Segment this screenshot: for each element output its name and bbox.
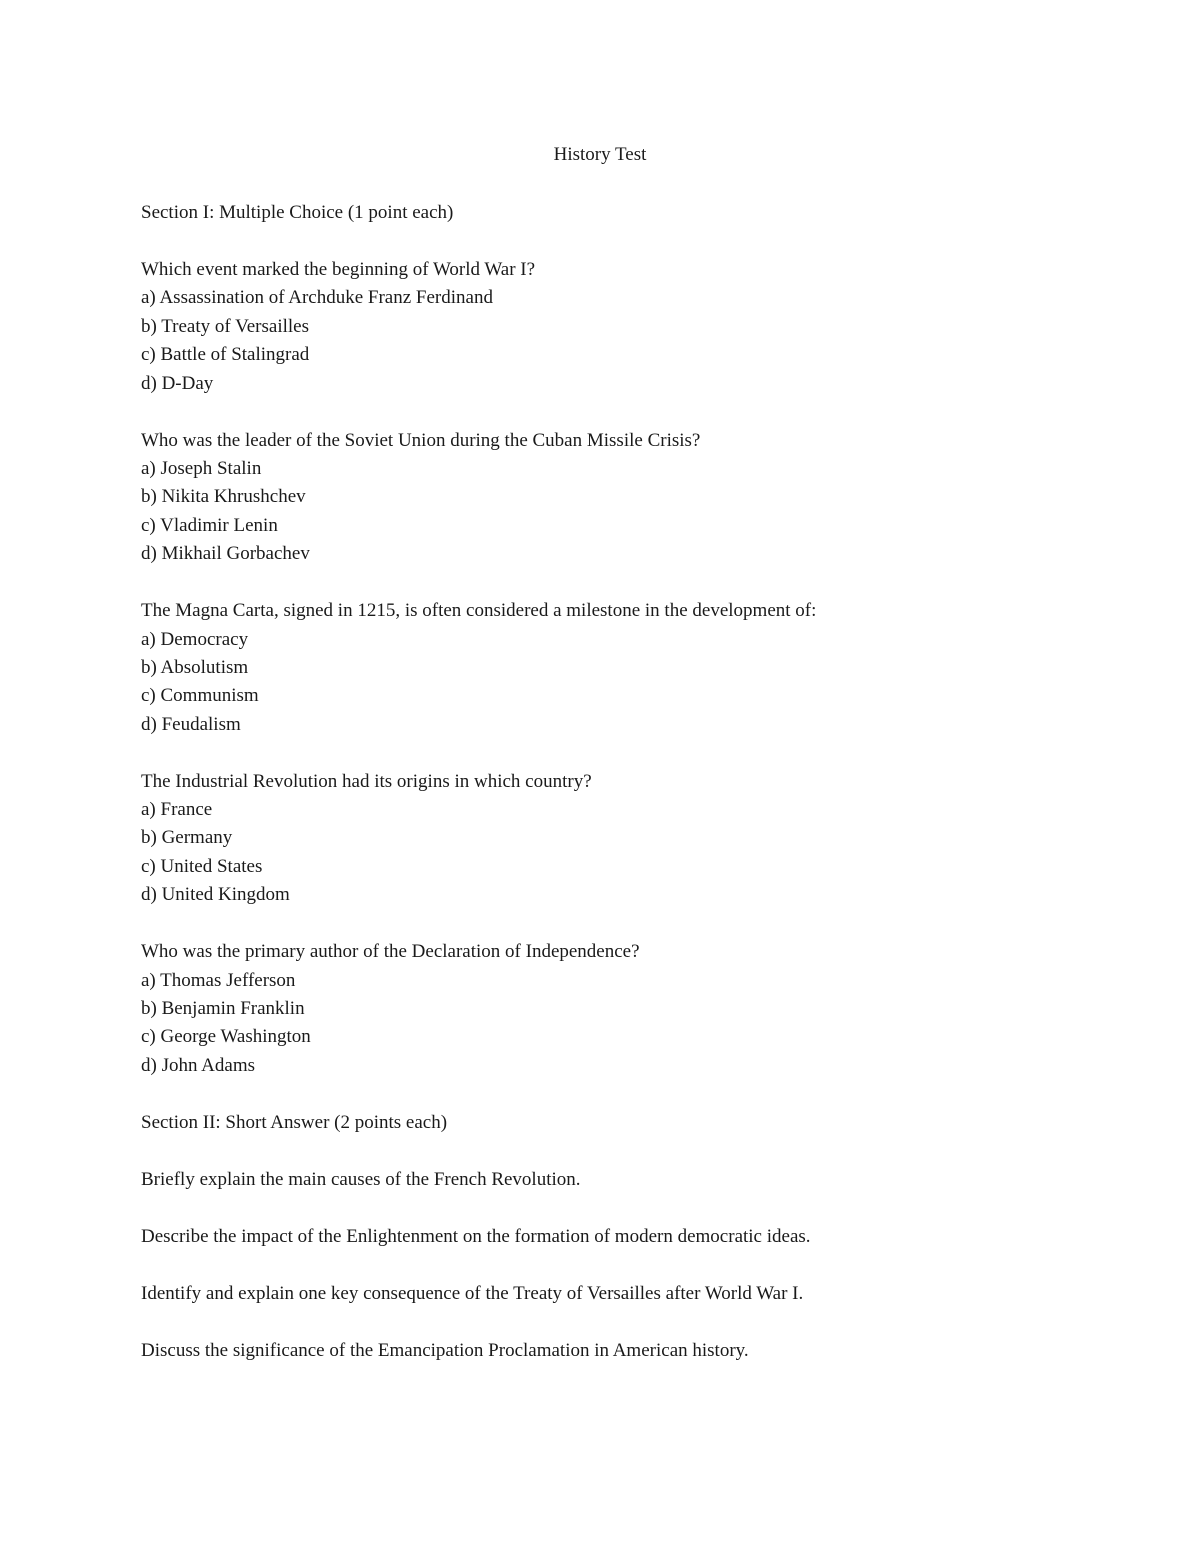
spacer (141, 1194, 1101, 1223)
document-title: History Test (553, 144, 647, 165)
answer-option-c: c) United States (141, 855, 263, 877)
answer-option-a: a) Democracy (141, 628, 249, 650)
spacer (141, 909, 1101, 938)
spacer (141, 1080, 1101, 1109)
document-body (141, 199, 1101, 1366)
short-answer-question-4: Discuss the significance of the Emancipation Proclamation in American history. (141, 1340, 749, 1362)
mc-question-1 (141, 256, 1101, 398)
mc-question-3 (141, 597, 1101, 739)
question-text: Who was the leader of the Soviet Union during the Cuban Missile Crisis? (141, 429, 701, 451)
answer-option-d: d) John Adams (141, 1054, 255, 1076)
spacer (141, 1308, 1101, 1337)
question-text: Who was the primary author of the Declaration of Independence? (141, 941, 640, 963)
mc-question-2 (141, 427, 1101, 569)
question-text: Which event marked the beginning of World War I? (141, 259, 536, 281)
spacer (141, 1251, 1101, 1280)
answer-option-a: a) Assassination of Archduke Franz Ferdinand (141, 287, 493, 309)
answer-option-d: d) D-Day (141, 372, 214, 394)
short-answer-question-3: Identify and explain one key consequence of the Treaty of Versailles after World War I. (141, 1283, 804, 1305)
spacer (141, 1137, 1101, 1166)
answer-option-c: c) George Washington (141, 1026, 311, 1048)
section-1-heading: Section I: Multiple Choice (1 point each) (141, 202, 454, 223)
answer-option-d: d) Mikhail Gorbachev (141, 543, 310, 565)
mc-question-4 (141, 768, 1101, 910)
answer-option-d: d) United Kingdom (141, 884, 290, 906)
answer-option-b: b) Benjamin Franklin (141, 997, 305, 1019)
spacer (141, 398, 1101, 427)
answer-option-c: c) Communism (141, 685, 259, 707)
answer-option-b: b) Absolutism (141, 656, 249, 678)
answer-option-a: a) France (141, 799, 213, 821)
spacer (141, 568, 1101, 597)
answer-option-b: b) Nikita Khrushchev (141, 486, 306, 508)
answer-option-b: b) Treaty of Versailles (141, 315, 309, 337)
answer-option-b: b) Germany (141, 827, 233, 849)
answer-option-c: c) Vladimir Lenin (141, 514, 278, 536)
answer-option-c: c) Battle of Stalingrad (141, 344, 310, 366)
spacer (141, 227, 1101, 256)
short-answer-question-1: Briefly explain the main causes of the French Revolution. (141, 1168, 581, 1190)
answer-option-a: a) Joseph Stalin (141, 458, 262, 479)
question-text: The Industrial Revolution had its origins in which country? (141, 770, 592, 792)
answer-option-a: a) Thomas Jefferson (141, 969, 296, 991)
short-answer-question-2: Describe the impact of the Enlightenment on the formation of modern democratic ideas. (141, 1226, 811, 1247)
mc-question-5 (141, 938, 1101, 1080)
spacer (141, 739, 1101, 768)
section-2-heading: Section II: Short Answer (2 points each) (141, 1111, 448, 1133)
question-text: The Magna Carta, signed in 1215, is often considered a milestone in the development of: (141, 600, 817, 622)
answer-option-d: d) Feudalism (141, 713, 241, 735)
